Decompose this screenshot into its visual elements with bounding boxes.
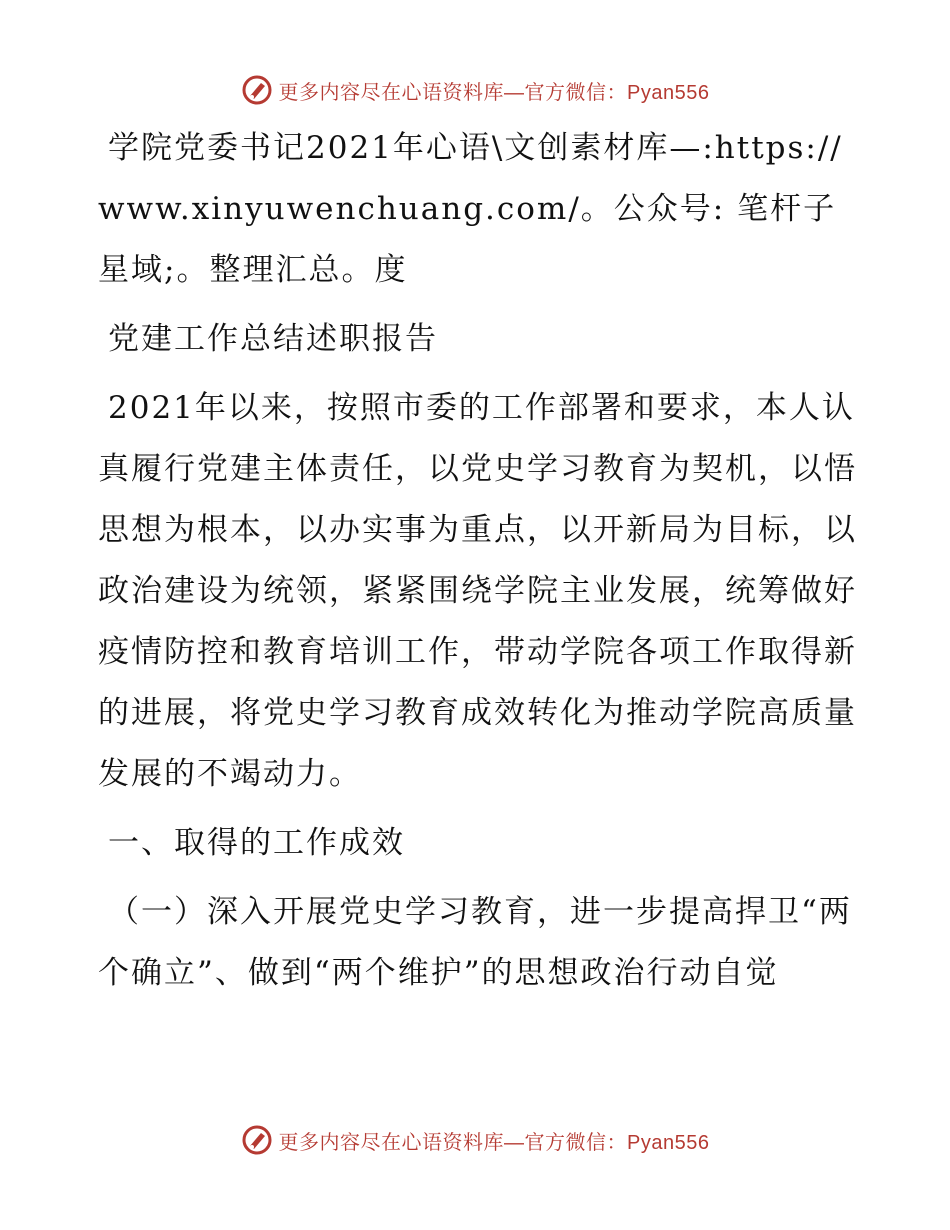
footer-banner-text: 更多内容尽在心语资料库—官方微信：Pyan556 [278, 1131, 710, 1154]
paragraph-intro: 2021年以来，按照市委的工作部署和要求，本人认真履行党建主体责任，以党史学习教育为契机，以悟思想为根本，以办实事为重点，以开新局为目标，以政治建设为统领，紧紧围绕学院主业发展，统筹做好疫情防控和教育培训工作，带动学院各项工作取得新的进展，将党史学习教育成效转化为推动学院高质量发展的不竭动力。 [98, 390, 857, 792]
document-body [98, 118, 858, 1012]
header-banner [0, 70, 950, 110]
section-heading-achievements: 一、取得的工作成效 [108, 825, 405, 861]
brand-logo-icon [241, 74, 273, 106]
subsection-heading-1: （一）深入开展党史学习教育，进一步提高捍卫“两个确立”、做到“两个维护”的思想政治行动自觉 [98, 894, 852, 991]
brand-logo-icon [241, 1124, 273, 1156]
footer-banner [0, 1120, 950, 1160]
paragraph-title-source: 学院党委书记2021年心语\文创素材库—:https://www.xinyuwenchuang.com/。公众号: 笔杆子星域;。整理汇总。度 [98, 130, 843, 288]
document-heading: 党建工作总结述职报告 [108, 321, 438, 357]
header-banner-text: 更多内容尽在心语资料库—官方微信：Pyan556 [278, 81, 710, 104]
